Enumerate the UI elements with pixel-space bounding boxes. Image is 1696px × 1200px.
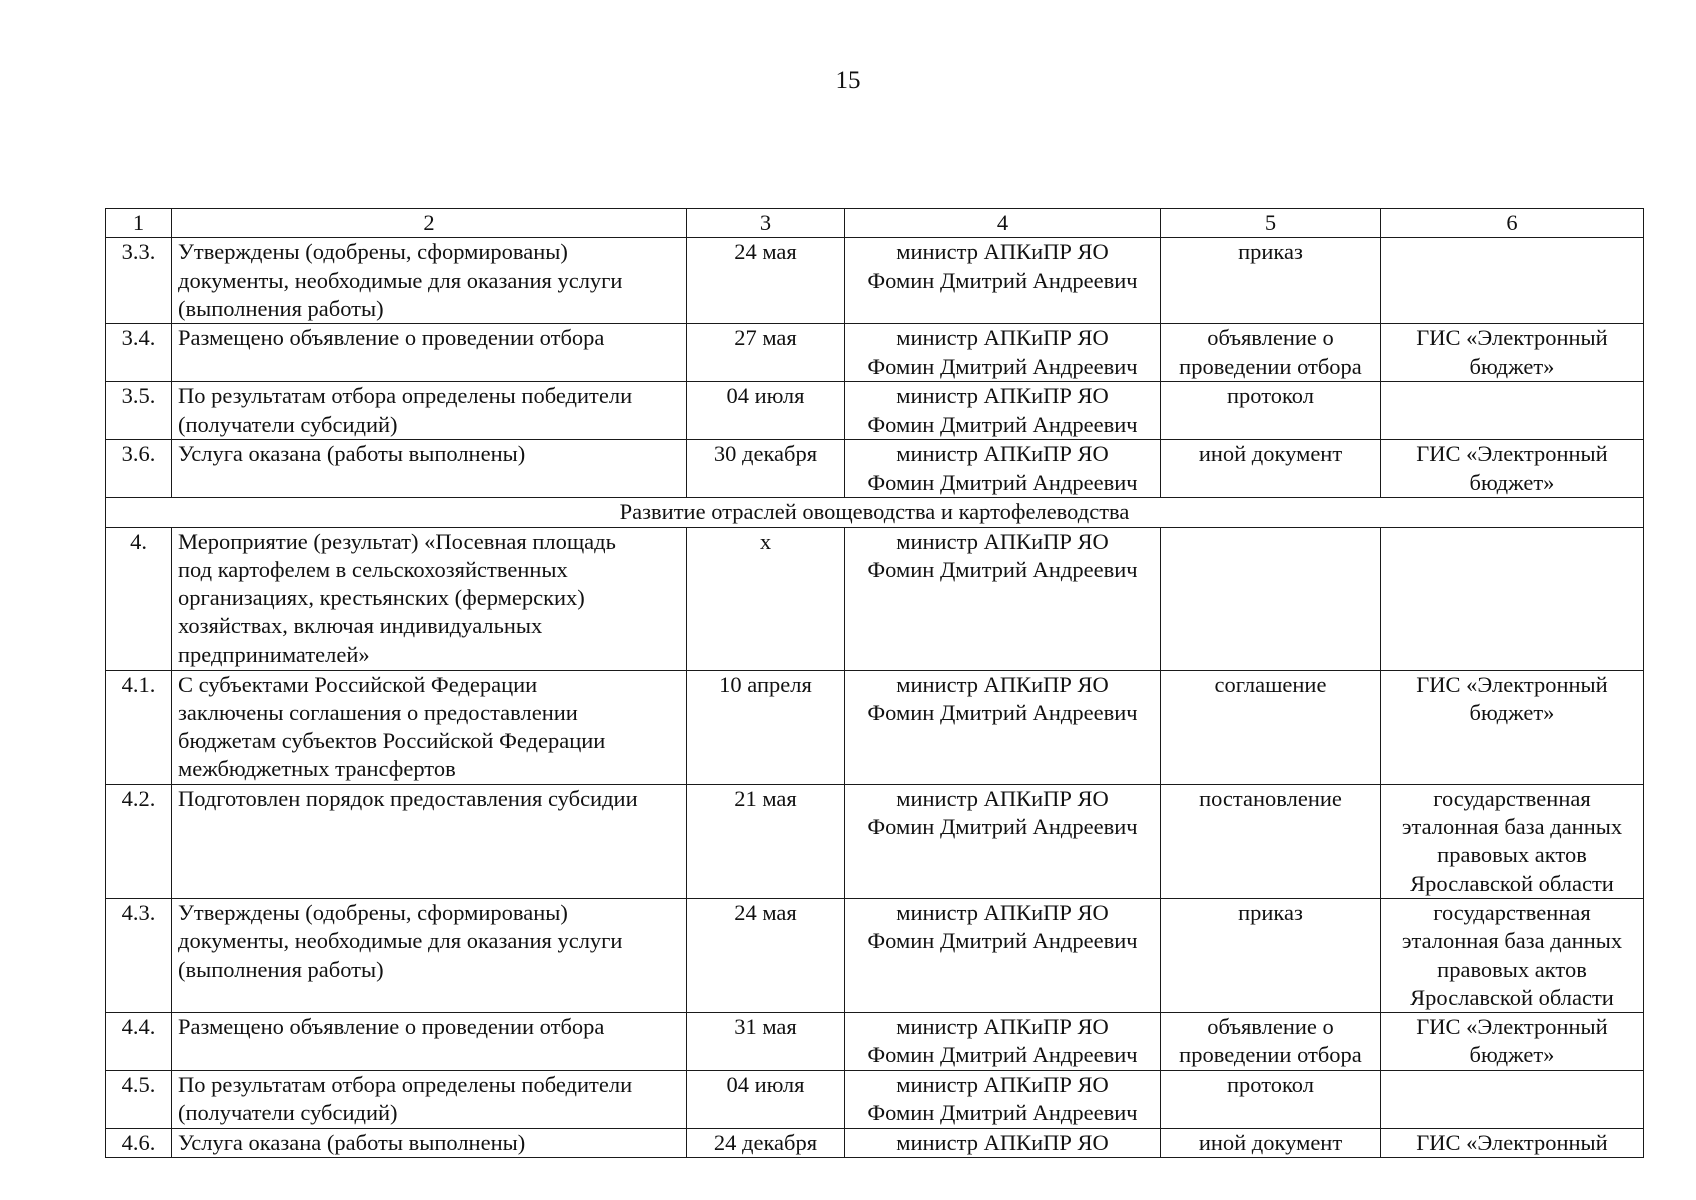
row-number: 4.1. <box>106 670 172 784</box>
task-name-line: Размещено объявление о проведении отбора <box>178 1014 605 1040</box>
table-row <box>106 898 1644 1012</box>
task-name <box>172 527 687 670</box>
task-name-line: Утверждены (одобрены, сформированы) <box>178 899 568 925</box>
deadline-date: 31 мая <box>687 1013 845 1071</box>
information-system <box>1381 1071 1644 1129</box>
deadline-date: х <box>687 527 845 670</box>
task-name-line: Утверждены (одобрены, сформированы) <box>178 239 568 265</box>
responsible-person <box>845 1071 1161 1129</box>
document-type-line: протокол <box>1226 383 1314 409</box>
document-type-line: иной документ <box>1198 1130 1343 1156</box>
task-name <box>172 1071 687 1129</box>
responsible-person-line: министр АПКиПР ЯО <box>896 1130 1109 1156</box>
table-row <box>106 382 1644 440</box>
task-name-line: бюджетам субъектов Российской Федерации <box>178 728 606 754</box>
information-system <box>1381 238 1644 324</box>
deadline-date: 21 мая <box>687 784 845 898</box>
row-number: 3.5. <box>106 382 172 440</box>
document-type-line: проведении отбора <box>1179 1042 1362 1068</box>
document-type-line: объявление о <box>1207 325 1334 351</box>
responsible-person-line: Фомин Дмитрий Андреевич <box>867 1042 1138 1068</box>
table-row <box>106 527 1644 670</box>
responsible-person-line: Фомин Дмитрий Андреевич <box>867 928 1138 954</box>
responsible-person-line: министр АПКиПР ЯО <box>896 441 1109 467</box>
information-system-line: бюджет» <box>1469 699 1555 725</box>
table-row <box>106 238 1644 324</box>
information-system <box>1381 527 1644 670</box>
task-name-line: документы, необходимые для оказания услуги <box>178 267 623 293</box>
responsible-person <box>845 1013 1161 1071</box>
deadline-date: 24 декабря <box>687 1129 845 1158</box>
table-row <box>106 324 1644 382</box>
row-number: 3.4. <box>106 324 172 382</box>
information-system-line: правовых актов <box>1437 956 1587 982</box>
document-type-line: приказ <box>1238 239 1303 265</box>
responsible-person-line: министр АПКиПР ЯО <box>896 528 1109 554</box>
document-type <box>1161 382 1381 440</box>
task-name <box>172 238 687 324</box>
information-system-line: ГИС «Электронный <box>1416 441 1608 467</box>
responsible-person <box>845 238 1161 324</box>
task-name-line: документы, необходимые для оказания услуги <box>178 928 623 954</box>
table-row <box>106 1129 1644 1158</box>
task-name-line: организациях, крестьянских (фермерских) <box>178 585 585 611</box>
section-row <box>106 498 1644 527</box>
task-name-line: Подготовлен порядок предоставления субсидии <box>178 785 638 811</box>
task-name <box>172 898 687 1012</box>
information-system <box>1381 382 1644 440</box>
header-cell: 5 <box>1161 209 1381 238</box>
document-type-line: приказ <box>1238 899 1303 925</box>
information-system-line: ГИС «Электронный <box>1416 325 1608 351</box>
responsible-person-line: министр АПКиПР ЯО <box>896 325 1109 351</box>
information-system <box>1381 784 1644 898</box>
responsible-person-line: Фомин Дмитрий Андреевич <box>867 814 1138 840</box>
table-row <box>106 440 1644 498</box>
task-name-line: (выполнения работы) <box>178 295 384 321</box>
responsible-person-line: министр АПКиПР ЯО <box>896 239 1109 265</box>
task-name <box>172 1129 687 1158</box>
information-system-line: государственная <box>1433 785 1591 811</box>
document-type <box>1161 1071 1381 1129</box>
row-number: 4.6. <box>106 1129 172 1158</box>
row-number: 4.5. <box>106 1071 172 1129</box>
document-type-line: постановление <box>1199 785 1342 811</box>
document-type <box>1161 1129 1381 1158</box>
task-name-line: Размещено объявление о проведении отбора <box>178 325 605 351</box>
deadline-date: 24 мая <box>687 898 845 1012</box>
row-number: 4.4. <box>106 1013 172 1071</box>
responsible-person-line: Фомин Дмитрий Андреевич <box>867 267 1138 293</box>
section-title: Развитие отраслей овощеводства и картофелеводства <box>106 498 1644 527</box>
task-name <box>172 784 687 898</box>
information-system <box>1381 324 1644 382</box>
task-name-line: межбюджетных трансфертов <box>178 756 456 782</box>
information-system-line: бюджет» <box>1469 353 1555 379</box>
document-type <box>1161 898 1381 1012</box>
responsible-person-line: министр АПКиПР ЯО <box>896 1072 1109 1098</box>
header-cell: 4 <box>845 209 1161 238</box>
responsible-person <box>845 898 1161 1012</box>
responsible-person-line: министр АПКиПР ЯО <box>896 785 1109 811</box>
information-system <box>1381 440 1644 498</box>
responsible-person-line: министр АПКиПР ЯО <box>896 671 1109 697</box>
responsible-person-line: министр АПКиПР ЯО <box>896 383 1109 409</box>
task-name <box>172 382 687 440</box>
information-system-line: эталонная база данных <box>1401 928 1623 954</box>
information-system <box>1381 1013 1644 1071</box>
responsible-person <box>845 440 1161 498</box>
row-number: 4.2. <box>106 784 172 898</box>
table-row <box>106 784 1644 898</box>
responsible-person <box>845 527 1161 670</box>
document-type <box>1161 238 1381 324</box>
document-type-line: соглашение <box>1214 671 1327 697</box>
information-system-line: эталонная база данных <box>1401 814 1623 840</box>
information-system-line: Ярославской области <box>1410 870 1614 896</box>
header-cell: 3 <box>687 209 845 238</box>
task-name-line: По результатам отбора определены победители <box>178 383 633 409</box>
task-name <box>172 670 687 784</box>
responsible-person <box>845 670 1161 784</box>
task-name-line: По результатам отбора определены победители <box>178 1072 633 1098</box>
responsible-person-line: Фомин Дмитрий Андреевич <box>867 699 1138 725</box>
information-system <box>1381 1129 1644 1158</box>
task-name <box>172 440 687 498</box>
task-name-line: Услуга оказана (работы выполнены) <box>178 441 526 467</box>
task-name-line: (получатели субсидий) <box>178 1100 398 1126</box>
responsible-person <box>845 382 1161 440</box>
document-type <box>1161 1013 1381 1071</box>
information-system <box>1381 898 1644 1012</box>
responsible-person <box>845 324 1161 382</box>
task-name <box>172 324 687 382</box>
task-name-line: хозяйствах, включая индивидуальных <box>178 613 543 639</box>
task-name-line: С субъектами Российской Федерации <box>178 671 538 697</box>
header-cell: 1 <box>106 209 172 238</box>
page-number: 15 <box>835 67 861 94</box>
information-system-line: бюджет» <box>1469 469 1555 495</box>
header-cell: 6 <box>1381 209 1644 238</box>
document-type <box>1161 324 1381 382</box>
task-name-line: Мероприятие (результат) «Посевная площадь <box>178 528 616 554</box>
deadline-date: 27 мая <box>687 324 845 382</box>
document-type-line: объявление о <box>1207 1014 1334 1040</box>
task-name-line: (получатели субсидий) <box>178 411 398 437</box>
information-system <box>1381 670 1644 784</box>
header-cell: 2 <box>172 209 687 238</box>
information-system-line: государственная <box>1433 899 1591 925</box>
table-row <box>106 1071 1644 1129</box>
information-system-line: бюджет» <box>1469 1042 1555 1068</box>
responsible-person-line: Фомин Дмитрий Андреевич <box>867 556 1138 582</box>
responsible-person <box>845 784 1161 898</box>
information-system-line: ГИС «Электронный <box>1416 671 1608 697</box>
information-system-line: ГИС «Электронный <box>1416 1014 1608 1040</box>
task-name-line: Услуга оказана (работы выполнены) <box>178 1130 526 1156</box>
information-system-line: правовых актов <box>1437 842 1587 868</box>
deadline-date: 04 июля <box>687 382 845 440</box>
document-type-line: иной документ <box>1198 441 1343 467</box>
responsible-person-line: Фомин Дмитрий Андреевич <box>867 1100 1138 1126</box>
task-name-line: предпринимателей» <box>178 641 370 667</box>
deadline-date: 30 декабря <box>687 440 845 498</box>
document-type <box>1161 527 1381 670</box>
deadline-date: 24 мая <box>687 238 845 324</box>
task-name-line: (выполнения работы) <box>178 956 384 982</box>
document-type <box>1161 670 1381 784</box>
table-header-row <box>106 209 1644 238</box>
document-type <box>1161 440 1381 498</box>
responsible-person-line: министр АПКиПР ЯО <box>896 899 1109 925</box>
row-number: 3.3. <box>106 238 172 324</box>
responsible-person-line: Фомин Дмитрий Андреевич <box>867 411 1138 437</box>
information-system-line: ГИС «Электронный <box>1416 1130 1608 1156</box>
task-name-line: заключены соглашения о предоставлении <box>178 699 578 725</box>
task-name <box>172 1013 687 1071</box>
responsible-person <box>845 1129 1161 1158</box>
row-number: 4.3. <box>106 898 172 1012</box>
document-type <box>1161 784 1381 898</box>
deadline-date: 04 июля <box>687 1071 845 1129</box>
row-number: 3.6. <box>106 440 172 498</box>
document-type-line: протокол <box>1226 1072 1314 1098</box>
plan-table <box>105 208 1644 1158</box>
document-type-line: проведении отбора <box>1179 353 1362 379</box>
task-name-line: под картофелем в сельскохозяйственных <box>178 556 568 582</box>
deadline-date: 10 апреля <box>687 670 845 784</box>
table-row <box>106 670 1644 784</box>
responsible-person-line: Фомин Дмитрий Андреевич <box>867 469 1138 495</box>
responsible-person-line: министр АПКиПР ЯО <box>896 1014 1109 1040</box>
table-row <box>106 1013 1644 1071</box>
row-number: 4. <box>106 527 172 670</box>
information-system-line: Ярославской области <box>1410 984 1614 1010</box>
responsible-person-line: Фомин Дмитрий Андреевич <box>867 353 1138 379</box>
